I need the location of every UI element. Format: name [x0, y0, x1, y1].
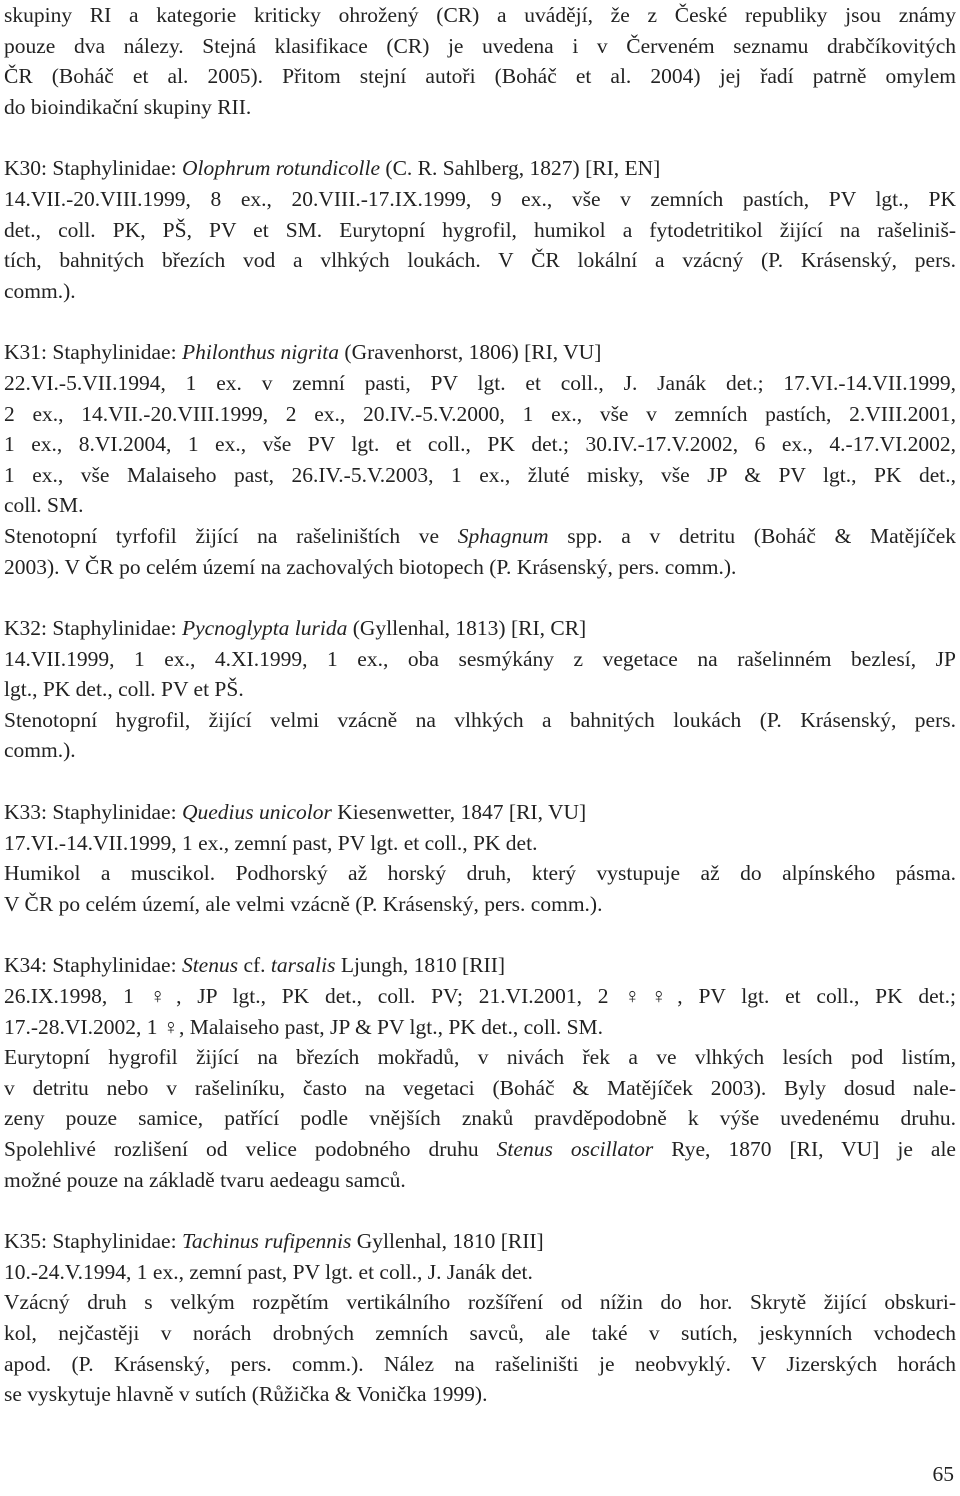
text-line: comm.).: [4, 278, 76, 303]
text-line: tích, bahnitých březích vod a vlhkých loukách. V ČR lokální a vzácný (P. Krásenský, pers.: [4, 248, 956, 273]
text-line: ČR (Boháč et al. 2005). Přitom stejní autoři (Boháč et al. 2004) jej řadí patrně omylem: [4, 64, 956, 89]
page-number: 65: [932, 1462, 954, 1486]
entry-heading: K34: Staphylinidae: Stenus cf. tarsalis Ljungh, 1810 [RII]: [4, 953, 506, 978]
entry-heading: K32: Staphylinidae: Pycnoglypta lurida (Gyllenhal, 1813) [RI, CR]: [4, 616, 587, 641]
intro-paragraph: [4, 0, 956, 122]
species-entry-k34: [4, 950, 956, 1195]
text-line: 17.VI.-14.VII.1999, 1 ex., zemní past, PV lgt. et coll., PK det.: [4, 830, 538, 855]
species-entry-k33: [4, 797, 956, 919]
text-line: Spolehlivé rozlišení od velice podobného druhu Stenus oscillator Rye, 1870 [RI, VU] je ale: [4, 1137, 956, 1161]
text-line: lgt., PK det., coll. PV et PŠ.: [4, 677, 244, 702]
text-line: comm.).: [4, 738, 76, 763]
text-line: možné pouze na základě tvaru aedeagu samců.: [4, 1167, 406, 1192]
text-line: apod. (P. Krásenský, pers. comm.). Nález na rašeliništi je neobvyklý. V Jizerských horách: [4, 1351, 956, 1376]
entry-heading: K31: Staphylinidae: Philonthus nigrita (Gravenhorst, 1806) [RI, VU]: [4, 340, 602, 365]
text-line: Vzácný druh s velkým rozpětím vertikálního rozšíření od nížin do hor. Skrytě žijící obskuri-: [4, 1290, 956, 1315]
text-line: 26.IX.1998, 1 ♀, JP lgt., PK det., coll. PV; 21.VI.2001, 2 ♀♀, PV lgt. et coll., PK det.;: [4, 984, 956, 1009]
text-line: V ČR po celém území, ale velmi vzácně (P. Krásenský, pers. comm.).: [4, 891, 603, 916]
text-line: Humikol a muscikol. Podhorský až horský druh, který vystupuje až do alpínského pásma.: [4, 861, 956, 886]
species-entry-k32: [4, 613, 956, 766]
text-line: kol, nejčastěji v norách drobných zemních savců, ale také v sutích, jeskynních vchodech: [4, 1320, 956, 1345]
text-line: do bioindikační skupiny RII.: [4, 94, 252, 119]
text-line: 22.VI.-5.VII.1994, 1 ex. v zemní pasti, PV lgt. et coll., J. Janák det.; 17.VI.-14.VII.1999,: [4, 370, 956, 395]
entry-heading: K33: Staphylinidae: Quedius unicolor Kiesenwetter, 1847 [RI, VU]: [4, 800, 587, 825]
entry-heading: K30: Staphylinidae: Olophrum rotundicolle (C. R. Sahlberg, 1827) [RI, EN]: [4, 156, 661, 181]
text-line: 17.-28.VI.2002, 1 ♀, Malaiseho past, JP & PV lgt., PK det., coll. SM.: [4, 1014, 604, 1039]
text-line: 1 ex., 8.VI.2004, 1 ex., vše PV lgt. et coll., PK det.; 30.IV.-17.V.2002, 6 ex., 4.-17.VI.2002,: [4, 432, 956, 457]
text-line: pouze dva nálezy. Stejná klasifikace (CR) je uvedena i v Červeném seznamu drabčíkovitých: [4, 33, 956, 58]
species-entry-k31: [4, 337, 956, 582]
text-line: se vyskytuje hlavně v sutích (Růžička & Vonička 1999).: [4, 1382, 488, 1407]
document-page: [4, 0, 956, 1410]
text-line: 14.VII.-20.VIII.1999, 8 ex., 20.VIII.-17.IX.1999, 9 ex., vše v zemních pastích, PV lgt., PK: [4, 186, 956, 211]
text-line: skupiny RI a kategorie kriticky ohrožený (CR) a uvádějí, že z České republiky jsou známy: [4, 3, 956, 27]
text-line: coll. SM.: [4, 493, 84, 518]
species-entry-k30: [4, 153, 956, 306]
text-line: Stenotopní hygrofil, žijící velmi vzácně na vlhkých a bahnitých loukách (P. Krásenský, pers.: [4, 707, 956, 732]
species-entry-k35: [4, 1226, 956, 1410]
text-line: Eurytopní hygrofil žijící na březích mokřadů, v nivách řek a ve vlhkých lesích pod listím,: [4, 1045, 956, 1070]
text-line: zeny pouze samice, patřící podle vnějších znaků pravděpodobně k výše uvedenému druhu.: [4, 1106, 956, 1131]
text-line: 10.-24.V.1994, 1 ex., zemní past, PV lgt. et coll., J. Janák det.: [4, 1259, 533, 1284]
entry-heading: K35: Staphylinidae: Tachinus rufipennis Gyllenhal, 1810 [RII]: [4, 1229, 544, 1254]
text-line: 1 ex., vše Malaiseho past, 26.IV.-5.V.2003, 1 ex., žluté misky, vše JP & PV lgt., PK det.,: [4, 462, 956, 487]
text-line: 14.VII.1999, 1 ex., 4.XI.1999, 1 ex., oba sesmýkány z vegetace na rašelinném bezlesí, JP: [4, 646, 956, 671]
text-line: v detritu nebo v rašeliníku, často na vegetaci (Boháč & Matějíček 2003). Byly dosud nale-: [4, 1075, 956, 1100]
text-line: det., coll. PK, PŠ, PV et SM. Eurytopní hygrofil, humikol a fytodetritikol žijící na rašeliniš-: [4, 217, 956, 242]
text-line: 2003). V ČR po celém území na zachovalých biotopech (P. Krásenský, pers. comm.).: [4, 554, 737, 579]
text-line: 2 ex., 14.VII.-20.VIII.1999, 2 ex., 20.IV.-5.V.2000, 1 ex., vše v zemních pastích, 2.VIII.2001,: [4, 401, 956, 426]
text-line: Stenotopní tyrfofil žijící na rašeliništích ve Sphagnum spp. a v detritu (Boháč & Matějíček: [4, 523, 956, 548]
